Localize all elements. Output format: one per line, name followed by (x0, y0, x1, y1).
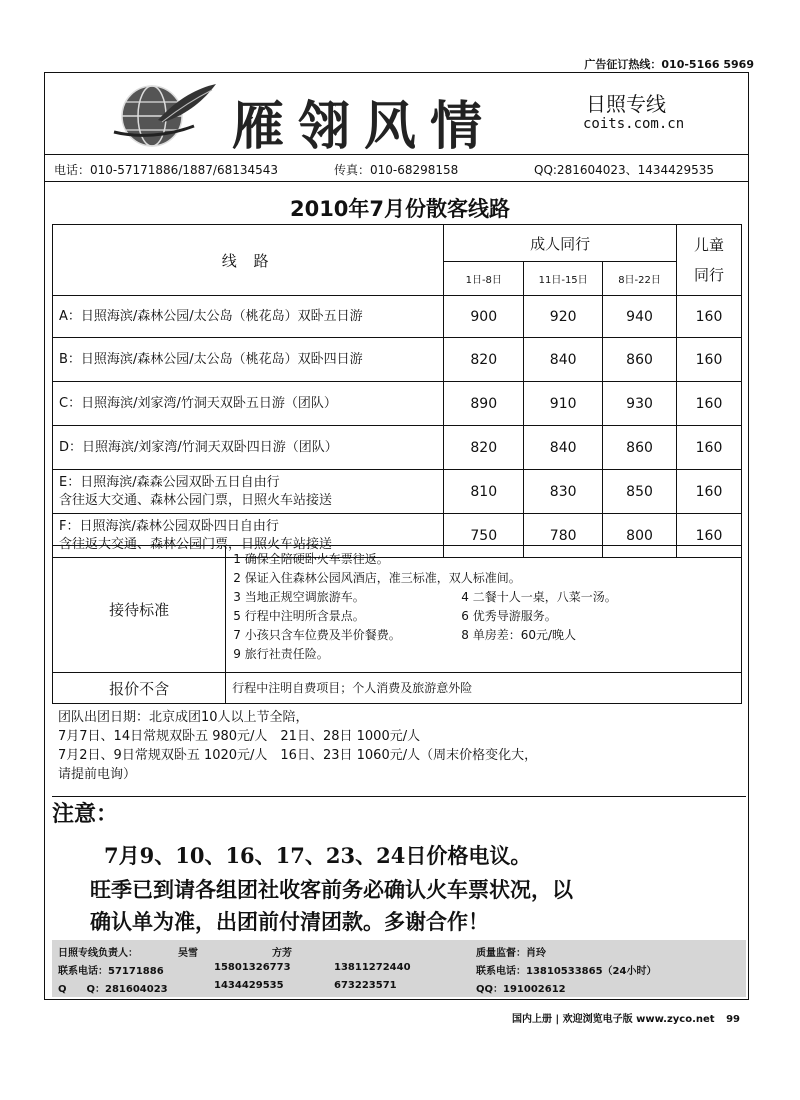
table-row (53, 426, 742, 470)
table-row (53, 296, 742, 338)
footer-contact-box (52, 940, 746, 997)
table-row (53, 338, 742, 382)
price-cell: 860 (603, 426, 677, 470)
brand-title: 雁翎风情 (232, 96, 497, 157)
adult-header: 成人同行 (444, 225, 677, 262)
price-cell: 830 (524, 470, 603, 514)
price-cell: 810 (444, 470, 524, 514)
route-line-2: 含往返大交通、森林公园门票，日照火车站接送 (59, 492, 333, 508)
price-cell: 900 (444, 296, 524, 338)
route-name (53, 470, 444, 514)
service-item: 7 小孩只含车位费及半价餐费。 (233, 628, 401, 642)
route-line-1: E：日照海滨/森森公园双卧五日自由行 (59, 474, 280, 490)
exclusion-label: 报价不含 (53, 673, 226, 704)
departure-line: 请提前电询） (58, 767, 137, 782)
exclusion-text: 行程中注明自费项目；个人消费及旅游意外险 (226, 673, 742, 704)
child-price-cell: 160 (677, 338, 742, 382)
price-cell: 820 (444, 338, 524, 382)
brand-website: coits.com.cn (583, 116, 685, 132)
table-row (53, 470, 742, 514)
departure-line: 7月7日、14日常规双卧五 980元/人 21日、28日 1000元/人 (58, 729, 421, 744)
period-3: 8日-22日 (603, 262, 677, 296)
child-price-cell: 160 (677, 382, 742, 426)
route-name: C：日照海滨/刘家湾/竹洞天双卧五日游（团队） (53, 382, 444, 426)
notice-line-2: 旺季已到请各组团社收客前务必确认火车票状况，以 (90, 877, 573, 902)
price-cell: 920 (524, 296, 603, 338)
qq-2: 1434429535 (214, 980, 284, 991)
manager-label: 日照专线负责人： (58, 948, 138, 959)
price-cell: 840 (524, 338, 603, 382)
contact-phone: 电话：010-57171886/1887/68134543 (54, 163, 279, 177)
child-price-cell: 160 (677, 514, 742, 558)
price-cell: 840 (524, 426, 603, 470)
page-title: 2010年7月份散客线路 (289, 197, 511, 221)
contact-bar (44, 154, 749, 182)
departure-dates (58, 708, 744, 784)
page-footer-text: 国内上册 | 欢迎浏览电子版 www.zyco.net (512, 1014, 715, 1025)
service-item: 6 优秀导游服务。 (461, 609, 557, 623)
departure-line: 团队出团日期：北京成团10人以上节全陪， (58, 710, 309, 725)
route-name: A：日照海滨/森林公园/太公岛（桃花岛）双卧五日游 (53, 296, 444, 338)
service-item: 8 单房差：60元/晚人 (461, 628, 577, 642)
tel-1: 联系电话：57171886 (58, 966, 164, 977)
advertising-hotline: 广告征订热线：010-5166 5969 (584, 58, 754, 71)
child-header: 儿童同行 (677, 225, 742, 296)
tel-3: 13811272440 (334, 962, 411, 973)
service-row (53, 546, 742, 673)
service-items (226, 546, 742, 673)
brand-subtitle: 日照专线 (586, 92, 666, 116)
supervisor-qq: QQ：191002612 (476, 984, 566, 995)
price-cell: 860 (603, 338, 677, 382)
price-cell: 930 (603, 382, 677, 426)
qq-3: 673223571 (334, 980, 397, 991)
service-item: 4 二餐十人一桌，八菜一汤。 (461, 590, 617, 604)
qq-1: Q Q：281604023 (58, 984, 168, 995)
table-row (53, 382, 742, 426)
price-cell: 940 (603, 296, 677, 338)
notice-line-3: 确认单为准，出团前付清团款。多谢合作！ (90, 909, 489, 934)
route-line-2: 含往返大交通、森林公园门票，日照火车站接送 (59, 536, 333, 552)
service-item: 1 确保全陪硬卧火车票往返。 (233, 552, 389, 566)
service-item: 3 当地正规空调旅游车。 (233, 590, 365, 604)
price-cell: 780 (524, 514, 603, 558)
period-1: 1日-8日 (444, 262, 524, 296)
departure-line: 7月2日、9日常规双卧五 1020元/人 16日、23日 1060元/人（周末价格变化大， (58, 748, 538, 763)
globe-feather-logo-icon (108, 78, 218, 150)
price-cell: 750 (444, 514, 524, 558)
child-price-cell: 160 (677, 296, 742, 338)
page-footer (512, 1010, 740, 1025)
child-price-cell: 160 (677, 470, 742, 514)
service-label: 接待标准 (53, 546, 226, 673)
supervisor-tel: 联系电话：13810533865（24小时） (476, 966, 657, 977)
service-table (52, 545, 742, 704)
route-header: 线 路 (53, 225, 444, 296)
page-number: 99 (726, 1014, 740, 1025)
notice-label: 注意： (52, 802, 119, 827)
price-cell: 890 (444, 382, 524, 426)
route-line-1: F：日照海滨/森林公园双卧四日自由行 (59, 518, 279, 534)
notice-line-1: 7月9、10、16、17、23、24日价格电议。 (104, 843, 532, 868)
service-item: 2 保证入住森林公园风酒店，准三标准，双人标准间。 (233, 571, 521, 585)
price-cell: 910 (524, 382, 603, 426)
route-name: B：日照海滨/森林公园/太公岛（桃花岛）双卧四日游 (53, 338, 444, 382)
manager-2: 方芳 (272, 948, 292, 959)
price-cell: 850 (603, 470, 677, 514)
child-price-cell: 160 (677, 426, 742, 470)
price-cell: 820 (444, 426, 524, 470)
manager-1: 吴雪 (178, 948, 198, 959)
price-cell: 800 (603, 514, 677, 558)
contact-fax: 传真：010-68298158 (334, 163, 459, 177)
divider (52, 796, 746, 797)
service-item: 9 旅行社责任险。 (233, 647, 329, 661)
period-2: 11日-15日 (524, 262, 603, 296)
exclusion-row (53, 673, 742, 704)
supervisor: 质量监督：肖玲 (476, 948, 546, 959)
route-name: D：日照海滨/刘家湾/竹洞天双卧四日游（团队） (53, 426, 444, 470)
price-table (52, 224, 742, 558)
service-item: 5 行程中注明所含景点。 (233, 609, 365, 623)
contact-qq: QQ:281604023、1434429535 (534, 163, 714, 177)
tel-2: 15801326773 (214, 962, 291, 973)
